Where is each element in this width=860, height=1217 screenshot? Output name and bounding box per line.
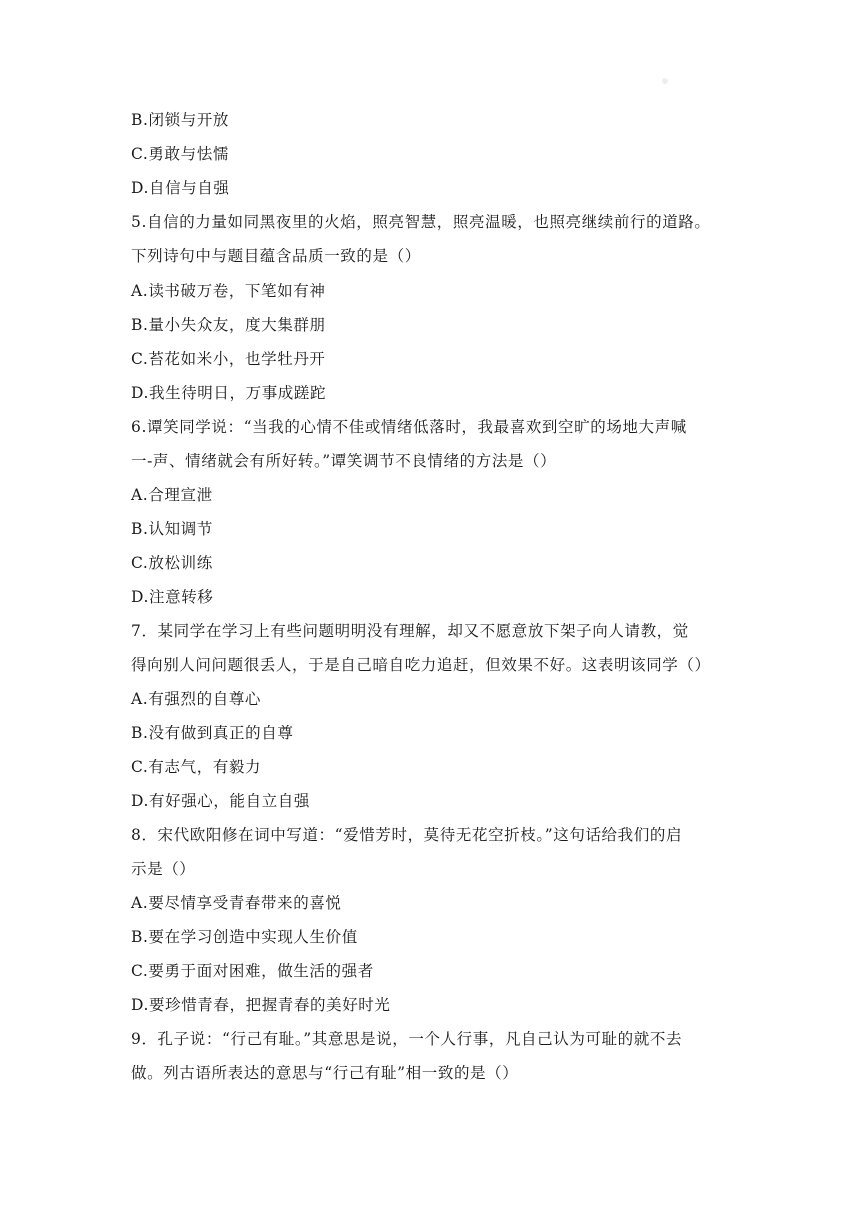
option-c-q8: C.要勇于面对困难，做生活的强者 (131, 962, 374, 980)
option-a-q8: A.要尽情享受青春带来的喜悦 (131, 894, 342, 912)
question-8-line-1: 8．宋代欧阳修在词中写道：“爱惜芳时，莫待无花空折枝。”这句话给我们的启 (131, 826, 683, 844)
option-b-q5: B.量小失众友，度大集群朋 (131, 316, 326, 334)
question-9-line-1: 9．孔子说：“行己有耻。”其意思是说，一个人行事，凡自己认为可耻的就不去 (131, 1030, 683, 1048)
question-9-line-2: 做。列古语所表达的意思与“行己有耻”相一致的是（） (131, 1064, 519, 1082)
option-d-q7: D.有好强心，能自立自强 (131, 792, 311, 810)
option-b-q6: B.认知调节 (131, 520, 213, 538)
question-5-line-1: 5.自信的力量如同黑夜里的火焰，照亮智慧，照亮温暖，也照亮继续前行的道路。 (131, 213, 711, 231)
option-a-q5: A.读书破万卷，下笔如有神 (131, 282, 326, 300)
option-d-q4: D.自信与自强 (131, 179, 230, 197)
question-8-line-2: 示是（） (131, 860, 196, 878)
option-d-q6: D.注意转移 (131, 588, 214, 606)
option-b-q4: B.闭锁与开放 (131, 111, 230, 129)
question-6-line-2: 一-声、情绪就会有所好转。”谭笑调节不良情绪的方法是（） (131, 452, 557, 470)
option-c-q5: C.苔花如米小，也学牡丹开 (131, 350, 326, 368)
question-6-line-1: 6.谭笑同学说：“当我的心情不佳或情绪低落时，我最喜欢到空旷的场地大声喊 (131, 418, 687, 436)
question-7-line-2: 得向别人问问题很丢人，于是自己暗自吃力追赶，但效果不好。这表明该同学（） (131, 656, 711, 674)
option-c-q4: C.勇敢与怯懦 (131, 145, 229, 163)
option-c-q6: C.放松训练 (131, 554, 213, 572)
option-b-q7: B.没有做到真正的自尊 (131, 724, 294, 742)
option-a-q7: A.有强烈的自尊心 (131, 690, 262, 708)
page-corner-mark (662, 78, 668, 84)
question-7-line-1: 7．某同学在学习上有些问题明明没有理解，却又不愿意放下架子向人请教，觉 (131, 622, 689, 640)
option-d-q8: D.要珍惜青春，把握青春的美好时光 (131, 996, 391, 1014)
option-b-q8: B.要在学习创造中实现人生价值 (131, 928, 358, 946)
option-d-q5: D.我生待明日，万事成蹉跎 (131, 384, 327, 402)
option-a-q6: A.合理宣泄 (131, 486, 213, 504)
question-5-line-2: 下列诗句中与题目蕴含品质一致的是（） (131, 247, 421, 265)
option-c-q7: C.有志气，有毅力 (131, 758, 262, 776)
